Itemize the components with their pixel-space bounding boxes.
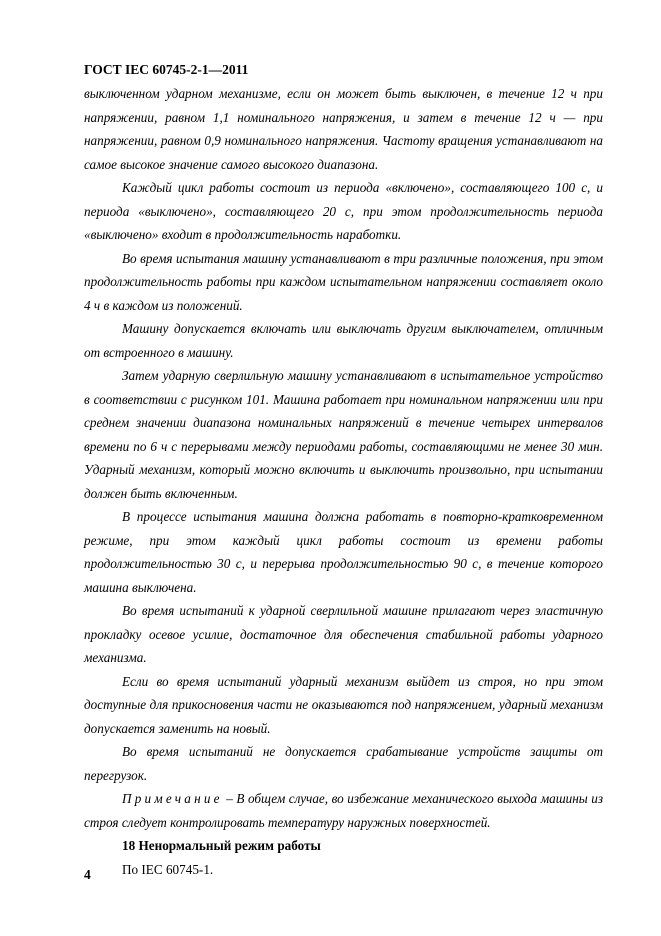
standard-header: ГОСТ IEC 60745-2-1—2011 [84, 62, 249, 77]
page-number: 4 [84, 867, 91, 882]
paragraph-axial-force: Во время испытаний к ударной сверлильной машине прилагают через эластичную прокладку осевое усилие, достаточное для обеспечения стабильной работы ударного механизма. [84, 603, 603, 665]
paragraph-test-device: Затем ударную сверлильную машину устанавливают в испытательное устройство в соответствии с рисунком 101. Машина работает при номинальном напряжении или при среднем значении диапазона номинальных напряжений в течение четырех интервалов времени по 6 ч с перерывами между периодами работы, составляющими не менее 30 мин. Ударный механизм, который можно включить и выключить произвольно, при испытании должен быть включенным. [84, 368, 603, 501]
note-label: Примечание [122, 791, 223, 806]
document-body [84, 82, 603, 881]
section-heading: 18 Ненормальный режим работы [122, 838, 321, 853]
paragraph-continuation: выключенном ударном механизме, если он может быть выключен, в течение 12 ч при напряжении, равном 1,1 номинального напряжения, и затем в течение 12 ч — при напряжении, равном 0,9 номинального напряжения. Частоту вращения устанавливают на самое высокое значение самого высокого диапазона. [84, 86, 603, 172]
note-text: – В общем случае, во избежание механического выхода машины из строя следует контролировать температуру наружных поверхностей. [84, 791, 603, 830]
paragraph-switch: Машину допускается включать или выключать другим выключателем, отличным от встроенного в машину. [84, 321, 603, 360]
note-paragraph [84, 787, 603, 834]
paragraph-cycle: Каждый цикл работы состоит из периода «включено», составляющего 100 с, и периода «выключено», составляющего 20 с, при этом продолжительность периода «выключено» входит в продолжительность наработки. [84, 180, 603, 242]
paragraph-mechanism-failure: Если во время испытаний ударный механизм выйдет из строя, но при этом доступные для прикосновения части не оказываются под напряжением, ударный механизм допускается заменить на новый. [84, 673, 603, 736]
paragraph-positions: Во время испытания машину устанавливают в три различные положения, при этом продолжительность работы при каждом испытательном напряжении составляет около 4 ч в каждом из положений. [84, 250, 603, 313]
paragraph-intermittent-mode: В процессе испытания машина должна работать в повторно-кратковременном режиме, при этом каждый цикл работы состоит из времени работы продолжительностью 30 с, и перерыва продолжительностью 90 с, в течение которого машина выключена. [84, 509, 603, 595]
paragraph-overload-protection: Во время испытаний не допускается срабатывание устройств защиты от перегрузок. [84, 744, 603, 783]
section-text: По IEC 60745-1. [122, 861, 214, 877]
